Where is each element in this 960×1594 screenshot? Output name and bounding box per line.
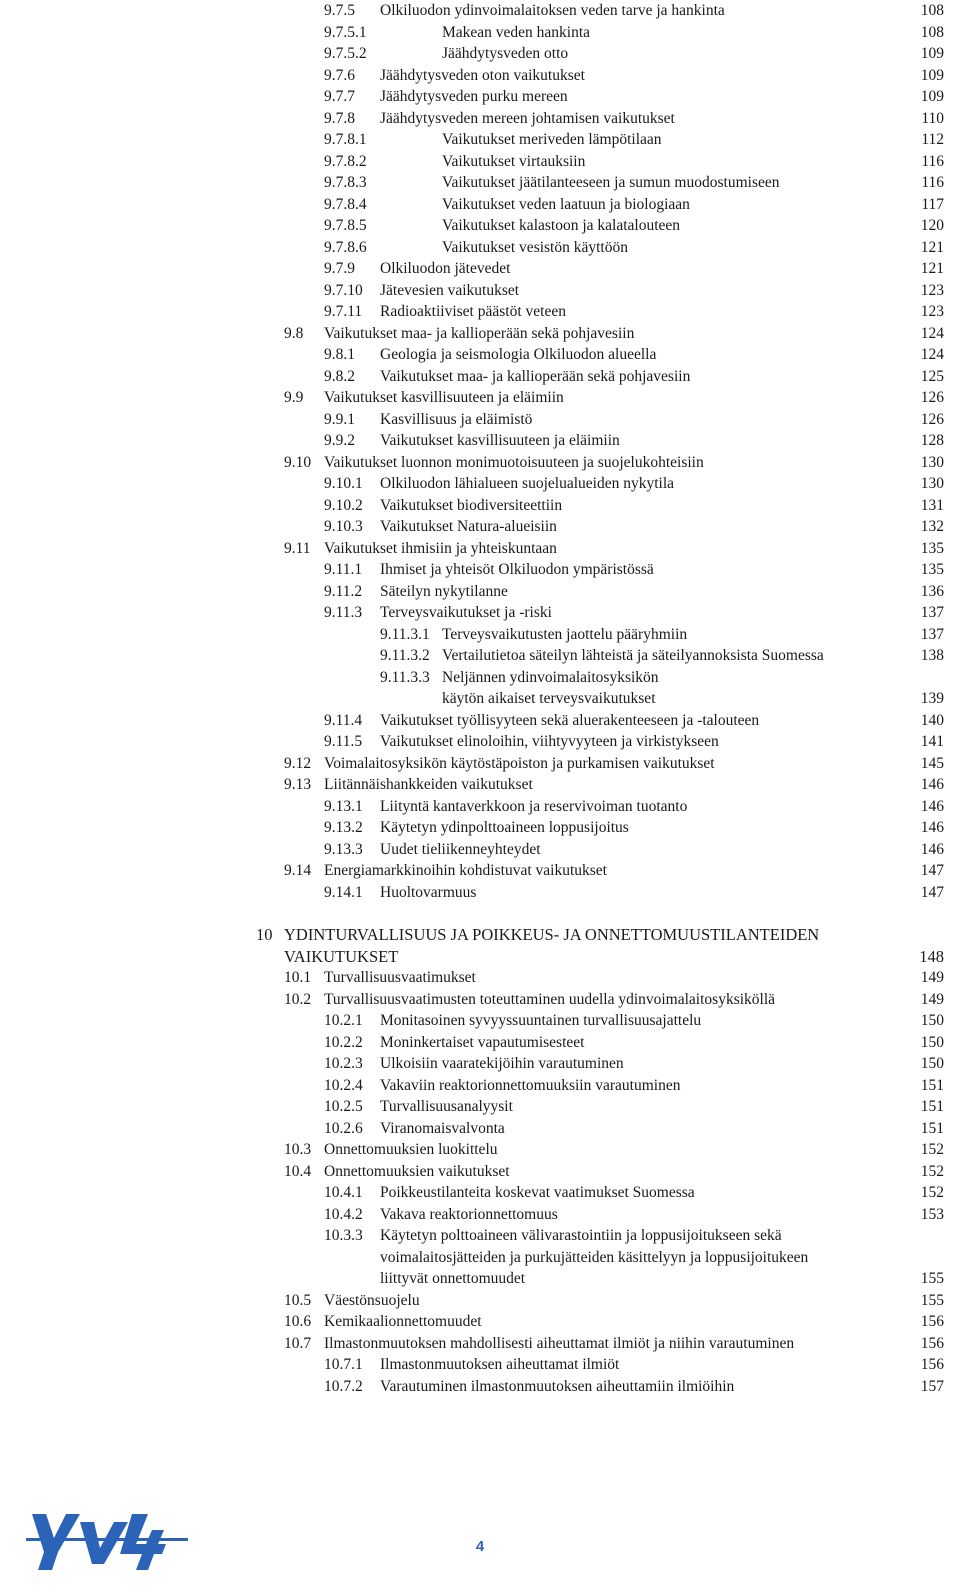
toc-entry-page: 147 <box>920 883 944 901</box>
toc-entry-number: 9.7.8.4 <box>324 195 367 213</box>
toc-entry-number: 9.10.1 <box>324 475 363 492</box>
toc-entry-title: Onnettomuuksien luokittelu <box>324 1141 498 1158</box>
toc-entry[interactable] <box>0 753 960 775</box>
toc-entry-page: 130 <box>920 453 944 471</box>
toc-entry-title: Makean veden hankinta <box>442 23 591 41</box>
toc-entry-title: Kemikaalionnettomuudet <box>324 1313 482 1330</box>
toc-entry[interactable] <box>0 710 960 732</box>
toc-entry[interactable] <box>0 1118 960 1140</box>
toc-entry-title: Vaikutukset biodiversiteettiin <box>380 496 563 514</box>
toc-entry-page: 120 <box>920 217 944 234</box>
toc-entry[interactable] <box>0 151 960 173</box>
toc-entry[interactable] <box>0 667 960 689</box>
toc-entry-page: 126 <box>920 389 944 406</box>
toc-entry-title: Vaikutukset meriveden lämpötilaan <box>442 131 662 148</box>
toc-entry-page: 135 <box>920 539 944 557</box>
toc-entry-number: 9.10 <box>284 453 312 471</box>
toc-entry-page: 130 <box>920 475 944 492</box>
toc-entry-page: 156 <box>920 1313 944 1330</box>
toc-entry-page: 123 <box>920 281 944 299</box>
toc-entry[interactable] <box>0 194 960 216</box>
toc-entry-title: Vaikutukset elinoloihin, viihtyvyyteen ja virkistykseen <box>380 733 719 750</box>
toc-entry[interactable] <box>0 624 960 646</box>
toc-entry-page: 148 <box>919 946 944 966</box>
toc-entry-number: 9.8 <box>284 324 304 342</box>
toc-entry-page: 124 <box>920 324 944 342</box>
toc-entry[interactable] <box>0 1075 960 1097</box>
toc-entry[interactable] <box>0 1225 960 1247</box>
toc-entry[interactable] <box>0 989 960 1011</box>
toc-entry[interactable] <box>0 817 960 839</box>
toc-entry[interactable] <box>0 1053 960 1075</box>
toc-entry-page: 108 <box>920 23 944 41</box>
toc-entry[interactable] <box>0 65 960 87</box>
toc-entry-number: 9.11.3 <box>324 604 363 621</box>
toc-entry-title: Käytetyn polttoaineen välivarastointiin ja loppusijoitukseen sekä <box>380 1227 782 1244</box>
toc-entry-number: 9.7.7 <box>324 88 355 105</box>
toc-entry[interactable] <box>0 495 960 517</box>
toc-entry-title: Kasvillisuus ja eläimistö <box>380 410 533 428</box>
toc-entry[interactable] <box>0 516 960 538</box>
toc-entry-number: 9.7.8.3 <box>324 174 367 191</box>
toc-entry[interactable] <box>0 452 960 474</box>
toc-entry-number: 9.11 <box>284 539 311 557</box>
toc-entry[interactable] <box>0 559 960 581</box>
toc-entry-number: 9.13.2 <box>324 819 363 836</box>
toc-entry-page: 116 <box>921 152 944 170</box>
toc-entry[interactable] <box>0 1161 960 1183</box>
toc-entry-number: 10.7.2 <box>324 1377 363 1395</box>
toc-entry-number: 9.7.8.2 <box>324 152 367 170</box>
toc-entry-title: Käytetyn ydinpolttoaineen loppusijoitus <box>380 819 629 836</box>
toc-entry[interactable] <box>0 1096 960 1118</box>
toc-entry-title: Vaikutukset maa- ja kallioperään sekä pohjavesiin <box>324 324 635 342</box>
toc-entry-number: 9.7.11 <box>324 303 363 320</box>
toc-entry[interactable] <box>0 1010 960 1032</box>
toc-entry[interactable] <box>0 538 960 560</box>
toc-entry-number: 9.13 <box>284 776 312 793</box>
toc-entry-number: 9.7.9 <box>324 260 355 277</box>
toc-entry-title: Liitännäishankkeiden vaikutukset <box>324 776 533 793</box>
toc-entry[interactable] <box>0 409 960 431</box>
toc-entry-number: 9.14 <box>284 862 312 879</box>
toc-entry-title: Moninkertaiset vapautumisesteet <box>380 1033 585 1051</box>
toc-entry-number: 9.7.5.1 <box>324 23 367 41</box>
toc-entry-number: 10.2.4 <box>324 1076 363 1094</box>
toc-entry-page: 152 <box>920 1184 944 1201</box>
toc-entry-number: 10.4 <box>284 1162 312 1180</box>
toc-entry-page: 137 <box>920 625 944 643</box>
toc-entry-title: Vertailutietoa säteilyn lähteistä ja säteilyannoksista Suomessa <box>442 647 824 664</box>
toc-entry-title: Olkiluodon ydinvoimalaitoksen veden tarve ja hankinta <box>380 2 725 19</box>
toc-entry-page: 147 <box>920 862 944 879</box>
toc-entry-page: 156 <box>920 1356 944 1373</box>
toc-entry-page: 153 <box>920 1205 944 1223</box>
toc-entry[interactable] <box>0 22 960 44</box>
toc-entry-title: Terveysvaikutusten jaottelu pääryhmiin <box>442 625 688 643</box>
toc-entry-title: Turvallisuusvaatimusten toteuttaminen uudella ydinvoimalaitosyksiköllä <box>324 990 776 1008</box>
toc-entry-number: 9.9 <box>284 389 304 406</box>
toc-entry-page: 131 <box>920 496 944 514</box>
toc-entry-number: 9.7.8.5 <box>324 217 367 234</box>
toc-entry-title: Vakaviin reaktorionnettomuuksiin varautuminen <box>380 1076 681 1094</box>
toc-entry-title: Vaikutukset maa- ja kallioperään sekä pohjavesiin <box>380 367 691 385</box>
toc-entry[interactable] <box>0 366 960 388</box>
toc-entry[interactable] <box>0 129 960 151</box>
toc-entry[interactable] <box>0 774 960 796</box>
toc-entry-title: Vaikutukset veden laatuun ja biologiaan <box>442 195 690 213</box>
toc-entry-title: Varautuminen ilmastonmuutoksen aiheuttamiin ilmiöihin <box>380 1377 735 1395</box>
toc-entry-title: Olkiluodon lähialueen suojelualueiden nykytila <box>380 475 675 492</box>
toc-entry-number: 9.8.1 <box>324 346 355 363</box>
toc-entry-number: 10.5 <box>284 1291 312 1309</box>
toc-entry-page: 124 <box>920 346 944 363</box>
toc-entry[interactable] <box>0 1311 960 1333</box>
toc-entry-title: Vakava reaktorionnettomuus <box>380 1205 558 1223</box>
toc-entry[interactable] <box>0 882 960 904</box>
toc-entry-page: 151 <box>920 1098 944 1115</box>
toc-entry-number: 10 <box>256 925 273 944</box>
toc-entry-page: 145 <box>920 754 944 772</box>
toc-entry[interactable] <box>0 1354 960 1376</box>
toc-entry-title: Ilmastonmuutoksen mahdollisesti aiheuttamat ilmiöt ja niihin varautuminen <box>324 1334 795 1352</box>
toc-entry-page: 151 <box>920 1076 944 1094</box>
toc-entry-number: 9.10.3 <box>324 518 363 535</box>
toc-entry[interactable] <box>0 924 960 946</box>
toc-entry[interactable] <box>0 258 960 280</box>
toc-entry-title: Vaikutukset virtauksiin <box>442 152 586 170</box>
toc-entry[interactable] <box>0 108 960 130</box>
toc-entry-page: 146 <box>920 797 944 815</box>
toc-entry-number: 9.13.3 <box>324 840 363 858</box>
toc-entry[interactable] <box>0 860 960 882</box>
toc-entry-title: liittyvät onnettomuudet <box>380 1270 526 1287</box>
toc-entry-title: Väestönsuojelu <box>324 1291 420 1309</box>
toc-entry-number: 9.13.1 <box>324 797 363 815</box>
toc-entry-title: Vaikutukset kasvillisuuteen ja eläimiin <box>324 389 564 406</box>
toc-entry-number: 10.7.1 <box>324 1356 363 1373</box>
toc-entry-title: Voimalaitosyksikön käytöstäpoiston ja purkamisen vaikutukset <box>324 754 715 772</box>
toc-entry-page: 123 <box>920 303 944 320</box>
toc-entry-number: 9.12 <box>284 754 312 772</box>
toc-entry[interactable] <box>0 387 960 409</box>
toc-entry[interactable] <box>0 731 960 753</box>
toc-entry-title: Uudet tieliikenneyhteydet <box>380 840 541 858</box>
toc-entry[interactable] <box>0 301 960 323</box>
toc-entry-title: Ilmastonmuutoksen aiheuttamat ilmiöt <box>380 1356 620 1373</box>
toc-entry-page: 146 <box>920 840 944 858</box>
toc-entry-number: 9.11.3.2 <box>380 647 430 664</box>
toc-entry-page: 150 <box>920 1033 944 1051</box>
toc-entry-page: 149 <box>920 990 944 1008</box>
toc-entry-title: käytön aikaiset terveysvaikutukset <box>442 690 656 707</box>
toc-entry-title: VAIKUTUKSET <box>284 946 399 966</box>
toc-entry-title: Ulkoisiin vaaratekijöihin varautuminen <box>380 1055 624 1072</box>
toc-entry[interactable] <box>0 1204 960 1226</box>
toc-entry-page: 139 <box>920 690 944 707</box>
toc-entry-number: 10.7 <box>284 1334 312 1352</box>
toc-entry-number: 10.4.1 <box>324 1184 363 1201</box>
toc-entry-title: Vaikutukset kalastoon ja kalatalouteen <box>442 217 681 234</box>
toc-entry-number: 9.14.1 <box>324 883 363 901</box>
toc-entry[interactable] <box>0 1268 960 1290</box>
toc-entry-page: 121 <box>920 238 944 256</box>
toc-entry[interactable] <box>0 796 960 818</box>
toc-entry-number: 9.8.2 <box>324 367 355 385</box>
toc-entry-number: 10.2 <box>284 990 312 1008</box>
toc-entry-number: 9.7.8 <box>324 109 355 127</box>
toc-entry-title: Säteilyn nykytilanne <box>380 582 508 600</box>
toc-entry[interactable] <box>0 323 960 345</box>
toc-entry-page: 132 <box>920 518 944 535</box>
toc-entry-title: Neljännen ydinvoimalaitosyksikön <box>442 668 659 686</box>
toc-entry-number: 10.2.6 <box>324 1119 363 1137</box>
toc-entry-page: 121 <box>920 260 944 277</box>
toc-entry[interactable] <box>0 172 960 194</box>
toc-entry-number: 9.11.2 <box>324 582 363 600</box>
toc-entry[interactable] <box>0 473 960 495</box>
toc-entry-number: 10.2.2 <box>324 1033 363 1051</box>
toc-entry-title: Geologia ja seismologia Olkiluodon alueella <box>380 346 657 363</box>
toc-entry-title: Energiamarkkinoihin kohdistuvat vaikutukset <box>324 862 607 879</box>
toc-entry[interactable] <box>0 344 960 366</box>
toc-entry[interactable] <box>0 1376 960 1398</box>
toc-entry-title: Poikkeustilanteita koskevat vaatimukset Suomessa <box>380 1184 695 1201</box>
toc-entry-number: 9.9.2 <box>324 432 355 449</box>
toc-entry-page: 128 <box>920 432 944 449</box>
toc-entry[interactable] <box>0 1290 960 1312</box>
toc-entry-page: 146 <box>920 776 944 793</box>
toc-entry-title: Jäähdytysveden oton vaikutukset <box>380 66 585 84</box>
toc-entry-page: 109 <box>920 45 944 62</box>
toc-entry-number: 9.11.5 <box>324 733 363 750</box>
toc-entry-title: Terveysvaikutukset ja -riski <box>380 604 552 621</box>
toc-entry-title: Vaikutukset työllisyyteen sekä aluerakenteeseen ja -talouteen <box>380 711 760 729</box>
toc-entry-number: 9.9.1 <box>324 410 355 428</box>
toc-entry[interactable] <box>0 1182 960 1204</box>
toc-entry[interactable] <box>0 280 960 302</box>
toc-entry-number: 9.11.1 <box>324 561 363 578</box>
toc-entry-title: Jäähdytysveden mereen johtamisen vaikutukset <box>380 109 675 127</box>
toc-entry[interactable] <box>0 86 960 108</box>
toc-entry-page: 155 <box>920 1270 944 1287</box>
toc-entry-page: 151 <box>920 1119 944 1137</box>
toc-entry-title: Monitasoinen syvyyssuuntainen turvallisuusajattelu <box>380 1012 702 1029</box>
toc-entry[interactable] <box>0 581 960 603</box>
toc-entry-number: 9.7.8.6 <box>324 238 367 256</box>
toc-entry[interactable] <box>0 602 960 624</box>
toc-entry[interactable] <box>0 0 960 22</box>
toc-entry-page: 117 <box>921 195 944 213</box>
toc-entry-title: Liityntä kantaverkkoon ja reservivoiman tuotanto <box>380 797 688 815</box>
toc-entry-title: Turvallisuusanalyysit <box>380 1098 513 1115</box>
toc-entry-title: Vaikutukset luonnon monimuotoisuuteen ja suojelukohteisiin <box>324 453 704 471</box>
toc-entry-title: Viranomaisvalvonta <box>380 1119 505 1137</box>
toc-entry-number: 9.11.3.3 <box>380 668 430 686</box>
toc-entry-page: 138 <box>920 647 944 664</box>
toc-entry-page: 109 <box>920 66 944 84</box>
toc-entry-number: 9.7.8.1 <box>324 131 367 148</box>
toc-entry[interactable] <box>0 688 960 710</box>
toc-entry-page: 135 <box>920 561 944 578</box>
toc-entry-number: 10.4.2 <box>324 1205 363 1223</box>
toc-entry-title: Vaikutukset Natura-alueisiin <box>380 518 557 535</box>
toc-entry-title: Turvallisuusvaatimukset <box>324 969 476 986</box>
toc-entry-page: 108 <box>920 2 944 19</box>
toc-entry-number: 10.2.1 <box>324 1012 363 1029</box>
toc-entry-page: 156 <box>920 1334 944 1352</box>
toc-entry-number: 10.6 <box>284 1313 312 1330</box>
toc-entry-page: 140 <box>920 711 944 729</box>
toc-entry-title: Vaikutukset kasvillisuuteen ja eläimiin <box>380 432 620 449</box>
page-number: 4 <box>475 1538 485 1555</box>
toc-entry[interactable] <box>0 430 960 452</box>
toc-entry-page: 157 <box>920 1377 944 1395</box>
toc-entry-page: 141 <box>920 733 944 750</box>
toc-entry-title: Huoltovarmuus <box>380 883 477 901</box>
toc-entry[interactable] <box>0 1139 960 1161</box>
toc-entry-page: 152 <box>920 1162 944 1180</box>
toc-entry[interactable] <box>0 215 960 237</box>
toc-entry-title: Jäähdytysveden otto <box>442 45 569 62</box>
toc-entry-number: 9.7.5 <box>324 2 355 19</box>
toc-entry-title: Olkiluodon jätevedet <box>380 260 511 277</box>
toc-entry-page: 125 <box>920 367 944 385</box>
toc-entry-page: 150 <box>920 1055 944 1072</box>
toc-entry-number: 9.7.10 <box>324 281 363 299</box>
toc-entry-page: 136 <box>920 582 944 600</box>
toc-entry-number: 10.3 <box>284 1141 312 1158</box>
toc-entry[interactable] <box>0 237 960 259</box>
toc-entry-title: Radioaktiiviset päästöt veteen <box>380 303 566 320</box>
toc-entry-page: 116 <box>921 174 944 191</box>
toc-entry-title: Jätevesien vaikutukset <box>380 281 520 299</box>
toc-entry-number: 9.7.5.2 <box>324 45 367 62</box>
toc-entry-number: 10.2.3 <box>324 1055 363 1072</box>
toc-entry-page: 110 <box>921 109 944 127</box>
toc-entry[interactable] <box>0 946 960 968</box>
toc-entry-title: Ihmiset ja yhteisöt Olkiluodon ympäristössä <box>380 561 654 578</box>
toc-entry-title: Vaikutukset vesistön käyttöön <box>442 238 628 256</box>
toc-entry-number: 9.11.3.1 <box>380 625 430 643</box>
toc-entry[interactable] <box>0 645 960 667</box>
toc-entry-number: 10.1 <box>284 969 312 986</box>
toc-entry-page: 109 <box>920 88 944 105</box>
toc-entry-number: 9.11.4 <box>324 711 363 729</box>
toc-entry-page: 146 <box>920 819 944 836</box>
toc-entry[interactable] <box>0 43 960 65</box>
toc-entry[interactable] <box>0 839 960 861</box>
toc-entry-number: 9.10.2 <box>324 496 363 514</box>
toc-entry-page: 155 <box>920 1291 944 1309</box>
toc-entry-number: 10.3.3 <box>324 1227 363 1244</box>
toc-entry[interactable] <box>0 1333 960 1355</box>
toc-entry-page: 152 <box>920 1141 944 1158</box>
toc-entry-title: YDINTURVALLISUUS JA POIKKEUS- JA ONNETTOMUUSTILANTEIDEN <box>284 925 820 944</box>
toc-entry-title: Onnettomuuksien vaikutukset <box>324 1162 510 1180</box>
toc-entry-number: 9.7.6 <box>324 66 355 84</box>
toc-entry-title: Jäähdytysveden purku mereen <box>380 88 568 105</box>
toc-entry-page: 137 <box>920 604 944 621</box>
toc-entry-page: 149 <box>920 969 944 986</box>
toc-entry-page: 112 <box>921 131 944 148</box>
toc-entry-page: 150 <box>920 1012 944 1029</box>
toc-entry-page: 126 <box>920 410 944 428</box>
toc-entry[interactable] <box>0 967 960 989</box>
toc-entry-title: Vaikutukset ihmisiin ja yhteiskuntaan <box>324 539 557 557</box>
toc-entry-title: voimalaitosjätteiden ja purkujätteiden käsittelyyn ja loppusijoitukeen <box>380 1248 809 1266</box>
toc-entry[interactable] <box>0 1032 960 1054</box>
toc-entry-number: 10.2.5 <box>324 1098 363 1115</box>
toc-entry[interactable] <box>0 1247 960 1269</box>
toc-entry-title: Vaikutukset jäätilanteeseen ja sumun muodostumiseen <box>442 174 780 191</box>
